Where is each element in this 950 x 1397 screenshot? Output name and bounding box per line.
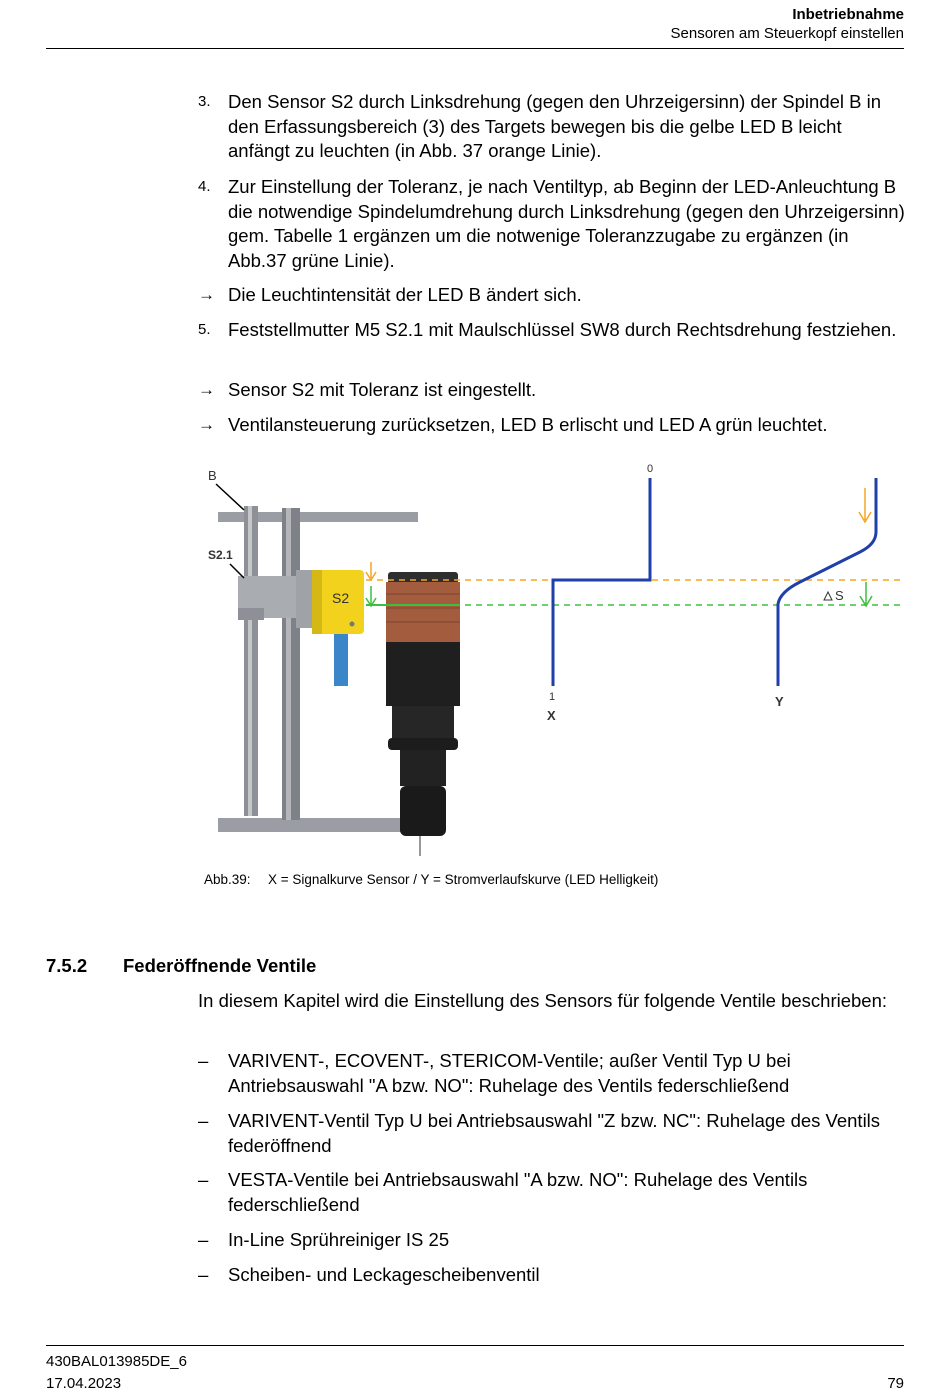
list-item [198, 1168, 898, 1217]
result-reset [198, 413, 908, 438]
dash-icon: – [198, 1110, 209, 1131]
dash-icon: – [198, 1229, 209, 1250]
list-item [198, 1228, 898, 1253]
section-title: Federöffnende Ventile [123, 955, 317, 976]
signal-curve-x [547, 463, 653, 723]
svg-text:Y: Y [775, 694, 784, 709]
header-title: Inbetriebnahme [792, 6, 904, 23]
svg-text:B: B [208, 468, 217, 483]
step-text: Zur Einstellung der Toleranz, je nach Ventiltyp, ab Beginn der LED-Anleuchtung B die notwendige Spindelumdrehung durch Linksdrehung (gegen den Uhrzeigersinn) gem. Tabelle 1 ergänzen um die notwenige Toleranzzugabe zu ergänzen (in Abb.37 grüne Linie). [228, 176, 905, 271]
header-subtitle: Sensoren am Steuerkopf einstellen [670, 25, 904, 42]
result-led-intensity [198, 283, 908, 308]
section-intro: In diesem Kapitel wird die Einstellung des Sensors für folgende Ventile beschrieben: [198, 990, 888, 1011]
result-sensor-set [198, 378, 908, 403]
header-divider [46, 48, 904, 49]
svg-text:S2.1: S2.1 [208, 548, 233, 562]
list-item [198, 1109, 898, 1158]
svg-text:0: 0 [647, 463, 654, 475]
step-marker: 5. [198, 321, 211, 338]
list-item-text: In-Line Sprühreiniger IS 25 [228, 1229, 450, 1250]
step-3 [198, 90, 908, 164]
spindle-b-label [208, 468, 244, 510]
list-item [198, 1263, 898, 1288]
figure-caption-text: X = Signalkurve Sensor / Y = Stromverlaufskurve (LED Helligkeit) [268, 872, 659, 887]
svg-text:S2: S2 [332, 590, 350, 606]
sensor-adjust-arrows [366, 562, 376, 606]
valve-target [386, 572, 460, 856]
dash-icon: – [198, 1264, 209, 1285]
result-arrow-icon: → [198, 285, 215, 304]
step-4 [198, 175, 908, 273]
step-text: Den Sensor S2 durch Linksdrehung (gegen den Uhrzeigersinn) der Spindel B in den Erfassungsbereich (3) des Targets bewegen bis die gelbe LED B leicht anfängt zu leuchten (in Abb. 37 orange Linie). [228, 91, 882, 161]
step-text: Ventilansteuerung zurücksetzen, LED B erlischt und LED A grün leuchtet. [228, 414, 828, 435]
step-text: Sensor S2 mit Toleranz ist eingestellt. [228, 379, 537, 400]
figure-number: Abb.39: [204, 872, 251, 887]
list-item-text: VARIVENT-, ECOVENT-, STERICOM-Ventile; außer Ventil Typ U bei Antriebsauswahl "A bzw. NO": Ruhelage des Ventils federschließend [228, 1050, 791, 1096]
lock-nut-label [208, 548, 244, 578]
list-item-text: VARIVENT-Ventil Typ U bei Antriebsauswahl "Z bzw. NC": Ruhelage des Ventils federöffnend [228, 1110, 881, 1156]
footer-date: 17.04.2023 [46, 1375, 122, 1392]
step-5 [198, 318, 908, 343]
list-item [198, 1049, 898, 1098]
page-number: 79 [887, 1375, 904, 1392]
footer-document-id: 430BAL013985DE_6 [46, 1353, 187, 1370]
section-number: 7.5.2 [46, 955, 88, 976]
list-item-text: VESTA-Ventile bei Antriebsauswahl "A bzw. NO": Ruhelage des Ventils federschließend [228, 1169, 808, 1215]
dash-icon: – [198, 1050, 209, 1071]
step-text: Die Leuchtintensität der LED B ändert sich. [228, 284, 582, 305]
current-curve-y [775, 478, 876, 709]
svg-text:S: S [835, 588, 844, 603]
step-marker: 3. [198, 93, 211, 110]
footer-divider [46, 1345, 904, 1346]
svg-text:1: 1 [549, 691, 556, 703]
svg-text:X: X [547, 708, 556, 723]
list-item-text: Scheiben- und Leckagescheibenventil [228, 1264, 540, 1285]
result-arrow-icon: → [198, 415, 215, 434]
dash-icon: – [198, 1169, 209, 1190]
sensor-s2 [312, 570, 364, 686]
figure-caption [204, 872, 658, 887]
sensor-adjustment-figure [200, 458, 910, 868]
result-arrow-icon: → [198, 380, 215, 399]
step-marker: 4. [198, 178, 211, 195]
step-text: Feststellmutter M5 S2.1 mit Maulschlüssel SW8 durch Rechtsdrehung festziehen. [228, 319, 897, 340]
